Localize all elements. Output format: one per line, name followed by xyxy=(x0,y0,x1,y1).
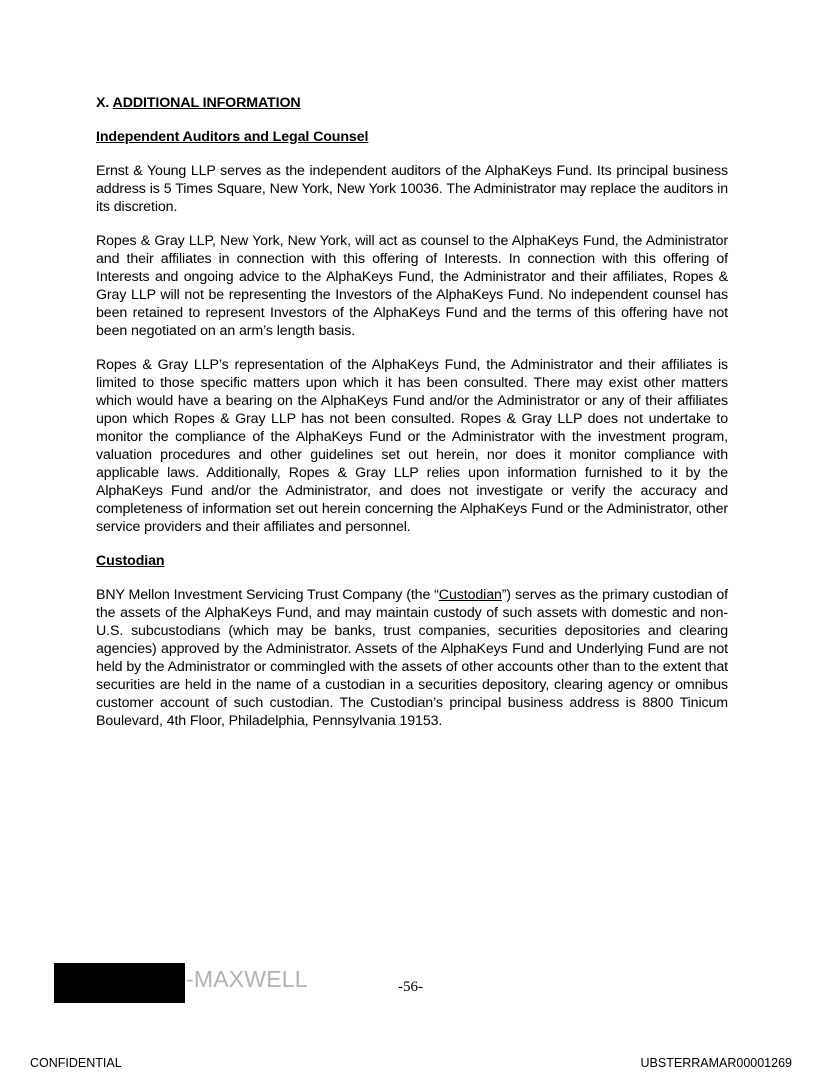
section-title: ADDITIONAL INFORMATION xyxy=(112,95,301,111)
confidential-label: CONFIDENTIAL xyxy=(30,1056,122,1070)
custodian-text-start: BNY Mellon Investment Servicing Trust Company (the “ xyxy=(96,587,439,603)
section-number: X. xyxy=(96,95,110,111)
section-heading xyxy=(96,94,728,112)
footer-stamp-name: -MAXWELL xyxy=(186,966,308,992)
custodian-paragraph xyxy=(96,586,728,730)
counsel-paragraph: Ropes & Gray LLP, New York, New York, will act as counsel to the AlphaKeys Fund, the Administrator and their affiliates in connection with this offering of Interests. In connection with this offering of Interests and ongoing advice to the AlphaKeys Fund, the Administrator and their affiliates, Ropes & Gray LLP will not be representing the Investors of the AlphaKeys Fund. No independent counsel has been retained to represent Investors of the AlphaKeys Fund and the terms of this offering have not been negotiated on an arm’s length basis. xyxy=(96,233,728,339)
bates-number: UBSTERRAMAR00001269 xyxy=(640,1056,792,1070)
auditors-heading: Independent Auditors and Legal Counsel xyxy=(96,129,369,145)
custodian-heading: Custodian xyxy=(96,553,165,569)
document-body xyxy=(96,94,728,746)
custodian-text-end: ”) serves as the primary custodian of the assets of the AlphaKeys Fund, and may maintain custody of such assets with domestic and non-U.S. subcustodians (which may be banks, trust companies, securities depositories and clearing agencies) approved by the Administrator. Assets of the AlphaKeys Fund and Underlying Fund are not held by the Administrator or commingled with the assets of other accounts other than to the extent that securities are held in the name of a custodian in a securities depository, clearing agency or omnibus customer account of such custodian. The Custodian’s principal business address is 8800 Tinicum Boulevard, 4th Floor, Philadelphia, Pennsylvania 19153. xyxy=(96,587,728,729)
redaction-box xyxy=(54,963,185,1003)
representation-paragraph: Ropes & Gray LLP’s representation of the AlphaKeys Fund, the Administrator and their affiliates is limited to those specific matters upon which it has been consulted. There may exist other matters which would have a bearing on the AlphaKeys Fund and/or the Administrator or any of their affiliates upon which Ropes & Gray LLP has not been consulted. Ropes & Gray LLP does not undertake to monitor the compliance of the AlphaKeys Fund or the Administrator with the investment program, valuation procedures and other guidelines set out herein, nor does it monitor compliance with applicable laws. Additionally, Ropes & Gray LLP relies upon information furnished to it by the AlphaKeys Fund and/or the Administrator, and does not investigate or verify the accuracy and completeness of information set out herein concerning the AlphaKeys Fund or the Administrator, other service providers and their affiliates and personnel. xyxy=(96,357,728,535)
auditors-paragraph: Ernst & Young LLP serves as the independent auditors of the AlphaKeys Fund. Its principal business address is 5 Times Square, New York, New York 10036. The Administrator may replace the auditors in its discretion. xyxy=(96,163,728,215)
custodian-defined-term: Custodian xyxy=(438,587,502,603)
page-number: -56- xyxy=(398,979,423,995)
